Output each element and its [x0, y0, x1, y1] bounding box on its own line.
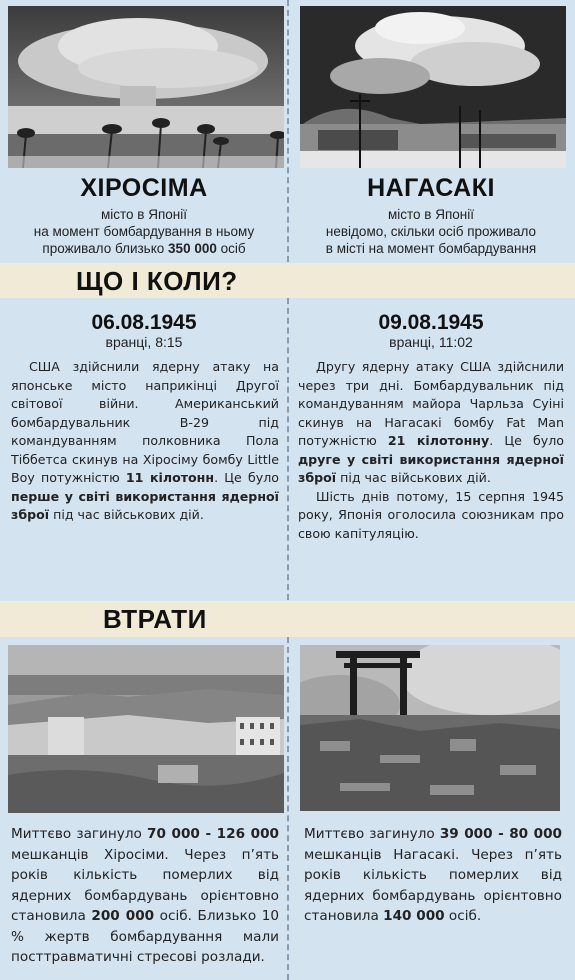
hiroshima-desc-line: на момент бомбардування в ньому	[33, 224, 255, 239]
nagasaki-desc-line: місто в Японії	[387, 207, 475, 222]
hiroshima-first-use: перше у світі використання ядерної зброї	[11, 488, 279, 522]
nagasaki-date: 09.08.1945	[378, 311, 484, 334]
section-band-what-when	[0, 263, 575, 298]
hiroshima-description	[0, 206, 288, 257]
column-divider-bottom	[287, 637, 289, 980]
hiroshima-immediate-deaths: 70 000 - 126 000	[147, 826, 279, 842]
hiroshima-date: 06.08.1945	[91, 311, 197, 334]
nagasaki-second-use: друге у світі використання ядерної зброї	[298, 451, 564, 485]
hiroshima-desc-line: проживало близько 350 000 осіб	[42, 241, 246, 256]
nagasaki-story	[298, 358, 564, 543]
section-band-losses	[0, 601, 575, 637]
section-title-losses: ВТРАТИ	[103, 604, 207, 634]
nagasaki-time: вранці, 11:02	[389, 334, 473, 350]
section-title-what-when: ЩО І КОЛИ?	[76, 266, 238, 296]
hiroshima-story	[11, 358, 279, 525]
hiroshima-ruins-photo	[8, 645, 284, 813]
nagasaki-losses-text: Миттєво загинуло 39 000 - 80 000 мешканців Нагасакі. Через п’ять років кількість померлих від ядерних бомбардувань орієнтовно становила 140 000 осіб.	[304, 826, 562, 924]
hiroshima-desc-line: місто в Японії	[100, 207, 188, 222]
nagasaki-mushroom-cloud-photo	[300, 6, 566, 168]
nagasaki-surrender-paragraph: Шість днів потому, 15 серпня 1945 року, Японія оголосила союзникам про свою капітуляцію.	[298, 488, 564, 541]
hiroshima-time: вранці, 8:15	[105, 334, 183, 350]
nagasaki-yield: 21 кілотонну	[387, 433, 490, 448]
nagasaki-immediate-deaths: 39 000 - 80 000	[439, 826, 562, 842]
hiroshima-story-paragraph: США здійснили ядерну атаку на японське місто наприкінці Другої світової війни. Американський бомбардувальник B-29 під командуванням полковника Пола Тіббетса скинув на Хіросіму бомбу Little Boy потужністю 11 кілотонн. Це було перше у світі використання ядерної зброї під час військових дій.	[11, 359, 279, 522]
hiroshima-title: ХІРОСІМА	[80, 174, 208, 202]
nagasaki-description	[287, 206, 575, 257]
nagasaki-ruins-torii-photo	[300, 645, 560, 811]
nagasaki-desc-line: в місті на момент бомбардування	[325, 241, 537, 256]
hiroshima-mushroom-cloud-photo	[8, 6, 284, 168]
hiroshima-yield: 11 кілотонн	[125, 470, 215, 485]
hiroshima-losses-text: Миттєво загинуло 70 000 - 126 000 мешканців Хіросіми. Через п’ять років кількість померлих від ядерних бомбардувань орієнтовно становила 200 000 осіб. Близько 10 % жертв бомбардування мали посттравматичні стресові розлади.	[11, 826, 279, 965]
nagasaki-desc-line: невідомо, скільки осіб проживало	[325, 224, 537, 239]
nagasaki-title: НАГАСАКІ	[367, 174, 495, 202]
hiroshima-total-deaths: 200 000	[91, 908, 155, 924]
hiroshima-population: 350 000	[168, 241, 217, 256]
nagasaki-story-paragraph: Другу ядерну атаку США здійснили через три дні. Бомбардувальник під командуванням майора Чарльза Суіні скинув на Нагасакі бомбу Fat Man потужністю 21 кілотонну. Це було друге у світі використання ядерної зброї під час військових дій.	[298, 359, 565, 485]
nagasaki-total-deaths: 140 000	[383, 908, 445, 924]
